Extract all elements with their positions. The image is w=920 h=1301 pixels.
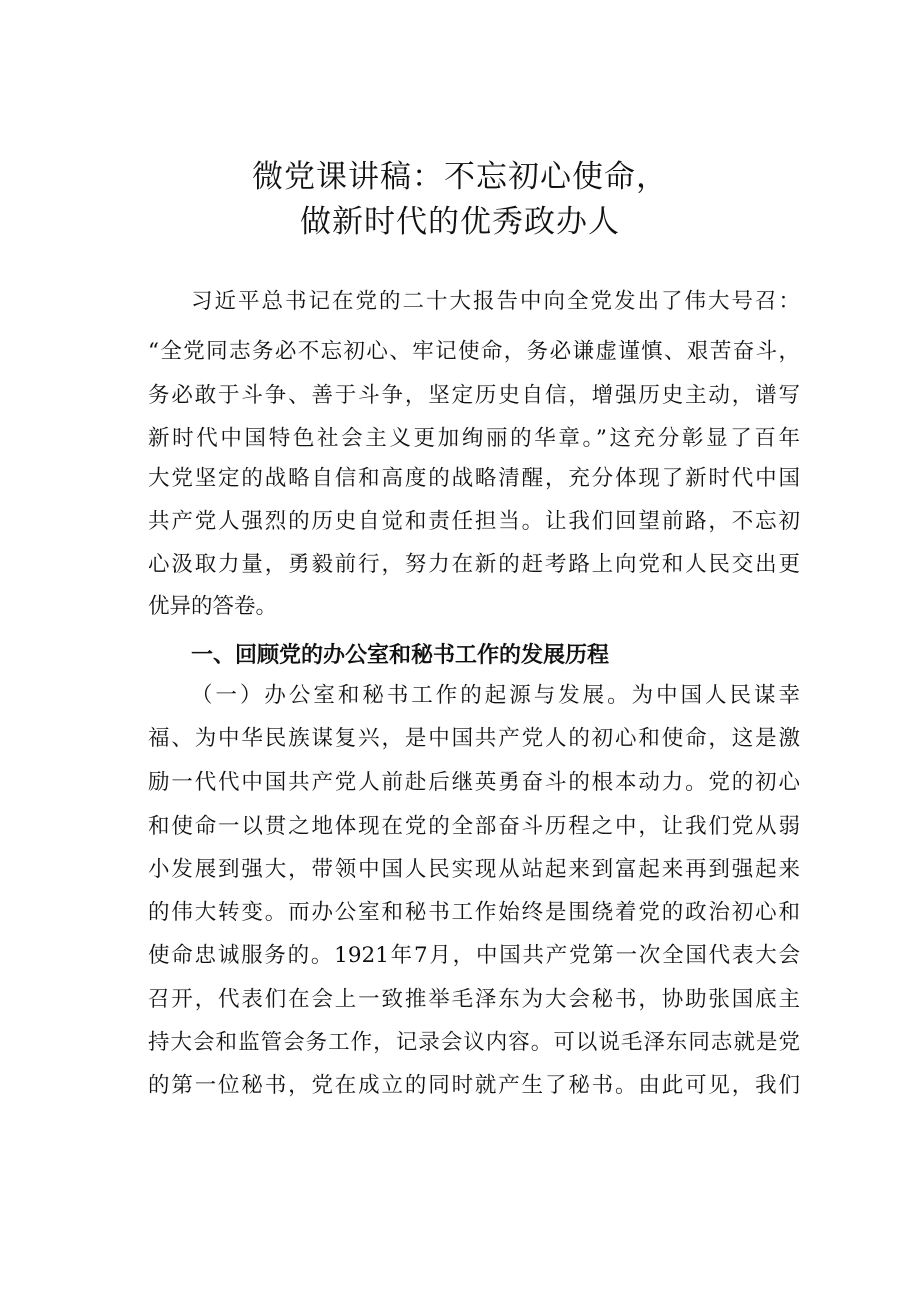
- intro-line: 大党坚定的战略自信和高度的战略清醒，充分体现了新时代中国: [148, 466, 800, 491]
- title-line-2: 做新时代的优秀政办人: [300, 204, 620, 240]
- section-heading: 一、回顾党的办公室和秘书工作的发展历程: [191, 643, 610, 668]
- intro-line: 心汲取力量，勇毅前行，努力在新的赶考路上向党和人民交出更: [148, 552, 800, 577]
- intro-line: “全党同志务必不忘初心、牢记使命，务必谦虚谨慎、艰苦奋斗，: [148, 339, 800, 364]
- section-line: 召开，代表们在会上一致推举毛泽东为大会秘书，协助张国底主: [148, 987, 800, 1012]
- section-line: 福、为中华民族谋复兴，是中国共产党人的初心和使命，这是激: [148, 726, 800, 751]
- intro-line: 新时代中国特色社会主义更加绚丽的华章。”这充分彰显了百年: [148, 426, 800, 451]
- section-line: 小发展到强大，带领中国人民实现从站起来到富起来再到强起来: [148, 857, 800, 882]
- intro-line: 习近平总书记在党的二十大报告中向全党发出了伟大号召：: [191, 289, 800, 314]
- section-line: 和使命一以贯之地体现在党的全部奋斗历程之中，让我们党从弱: [148, 814, 800, 839]
- title-line-1: 微党课讲稿：不忘初心使命，: [252, 159, 668, 195]
- section-line: 的伟大转变。而办公室和秘书工作始终是围绕着党的政治初心和: [148, 900, 800, 925]
- intro-line: 共产党人强烈的历史自觉和责任担当。让我们回望前路，不忘初: [148, 509, 800, 534]
- section-line: 使命忠诚服务的。1921年7月，中国共产党第一次全国代表大会: [148, 943, 800, 968]
- section-line: （一）办公室和秘书工作的起源与发展。为中国人民谋幸: [191, 683, 800, 708]
- intro-line: 务必敢于斗争、善于斗争，坚定历史自信，增强历史主动，谱写: [148, 383, 800, 408]
- section-line: 持大会和监管会务工作，记录会议内容。可以说毛泽东同志就是党: [148, 1030, 800, 1055]
- section-line: 的第一位秘书，党在成立的同时就产生了秘书。由此可见，我们: [148, 1073, 800, 1098]
- section-line: 励一代代中国共产党人前赴后继英勇奋斗的根本动力。党的初心: [148, 770, 800, 795]
- intro-line: 优异的答卷。: [148, 594, 278, 619]
